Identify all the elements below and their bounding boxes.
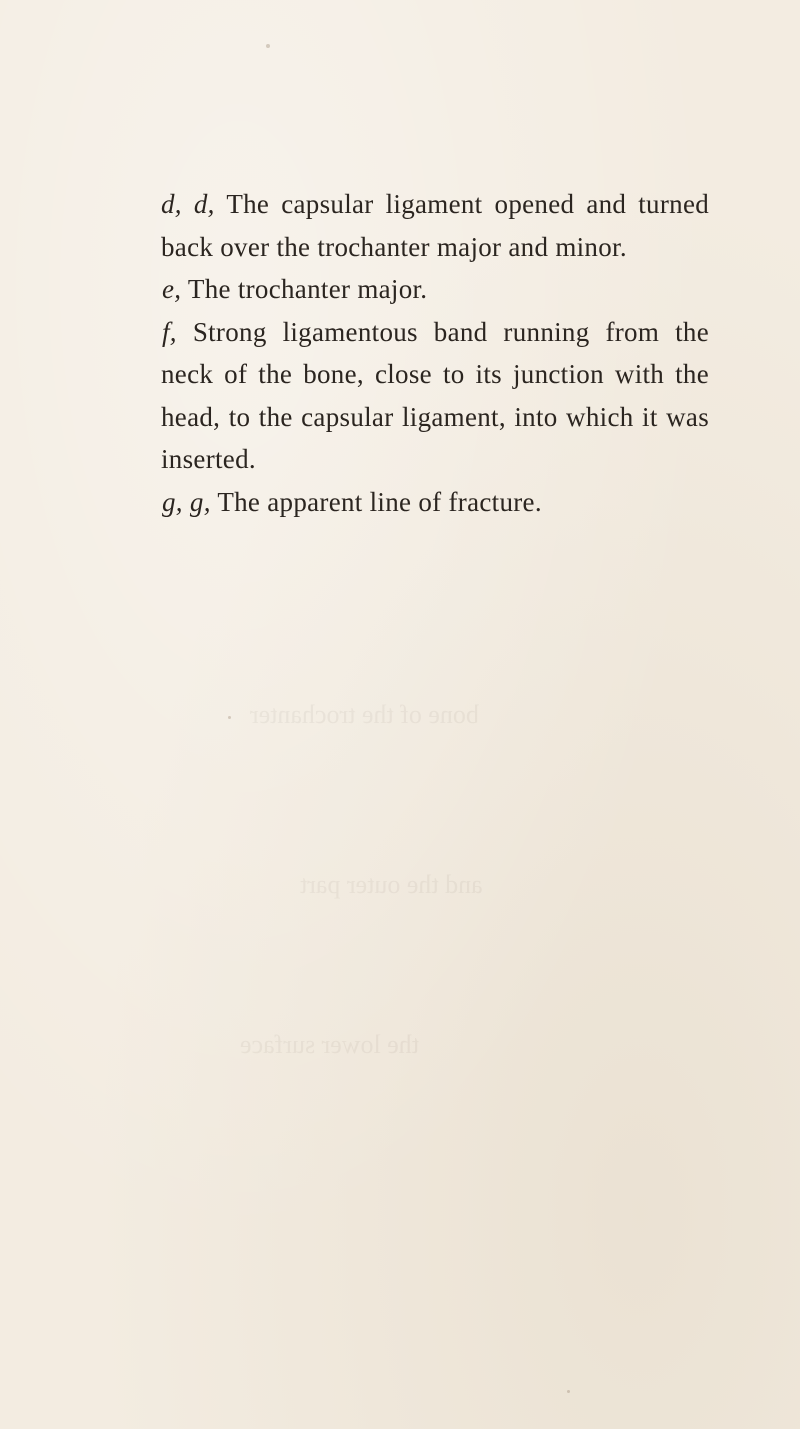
show-through-text: and the outer part bbox=[300, 870, 483, 899]
show-through-text: bone of the trochanter bbox=[250, 700, 479, 729]
paper-spot bbox=[567, 1390, 570, 1393]
entry-label: f, bbox=[162, 316, 177, 347]
entry-label: g, g, bbox=[162, 486, 211, 517]
entry-text: Strong ligamentous band running from the neck of the bone, close to its junction with the head, to the capsular ligament, into which it was inserted. bbox=[161, 316, 709, 474]
entry-text: The trochanter major. bbox=[187, 274, 428, 304]
show-through-text: the lower surface bbox=[240, 1030, 420, 1059]
entry-f bbox=[161, 311, 709, 481]
entry-g bbox=[161, 481, 709, 524]
paper-spot bbox=[266, 44, 270, 48]
entry-label: d, d, bbox=[161, 189, 215, 219]
entry-label: e, bbox=[162, 274, 182, 304]
figure-explanation bbox=[161, 183, 709, 523]
paper-spot bbox=[228, 716, 231, 719]
entry-e bbox=[161, 268, 709, 311]
entry-text: The apparent line of fracture. bbox=[217, 486, 542, 517]
entry-d bbox=[161, 183, 709, 268]
entry-text: The capsular ligament opened and turned back over the trochanter major and minor. bbox=[161, 189, 710, 262]
